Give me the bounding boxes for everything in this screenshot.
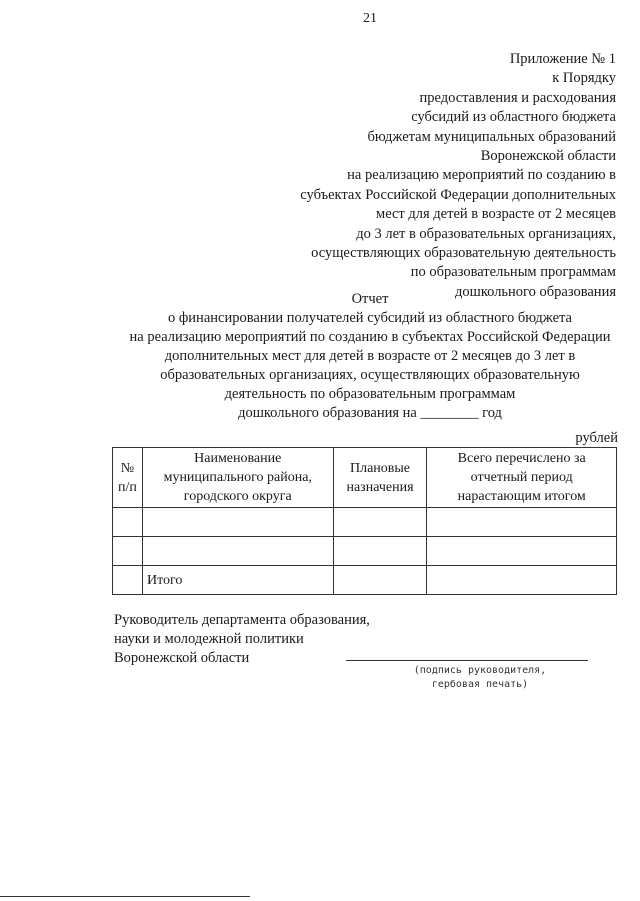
table-cell xyxy=(427,537,617,566)
appendix-line: к Порядку xyxy=(552,70,616,87)
appendix-line: мест для детей в возрасте от 2 месяцев xyxy=(376,206,616,223)
appendix-line: предоставления и расходования xyxy=(419,89,616,106)
signature-line-text: Воронежской области xyxy=(114,650,250,666)
signature-note xyxy=(380,664,580,692)
table-cell xyxy=(427,508,617,537)
column-header-name: Наименование муниципального района, городского округа xyxy=(142,448,333,508)
report-line: образовательных организациях, осуществляющих образовательную xyxy=(160,367,580,383)
table-header-row xyxy=(113,448,617,508)
table-cell xyxy=(333,508,427,537)
report-line: деятельность по образовательным программам xyxy=(224,386,516,402)
appendix-line: бюджетам муниципальных образований xyxy=(367,128,616,145)
appendix-line: по образовательным программам xyxy=(410,264,616,281)
table-cell xyxy=(113,508,143,537)
total-label: Итого xyxy=(142,566,333,595)
currency-label: рублей xyxy=(575,430,618,446)
table-row xyxy=(113,508,617,537)
table-cell xyxy=(427,566,617,595)
report-line: о финансировании получателей субсидий из областного бюджета xyxy=(168,310,572,326)
appendix-header xyxy=(300,50,616,302)
appendix-line: до 3 лет в образовательных организациях, xyxy=(356,225,616,242)
signature-block xyxy=(114,611,370,668)
report-table xyxy=(112,447,617,595)
report-line: на реализацию мероприятий по созданию в субъектах Российской Федерации xyxy=(129,329,611,345)
table-cell xyxy=(113,566,143,595)
table-row xyxy=(113,537,617,566)
appendix-line: осуществляющих образовательную деятельность xyxy=(311,245,616,262)
appendix-line: на реализацию мероприятий по созданию в xyxy=(347,167,616,184)
column-header-planned: Плановые назначения xyxy=(333,448,427,508)
table-cell xyxy=(142,508,333,537)
report-line: дополнительных мест для детей в возрасте от 2 месяцев до 3 лет в xyxy=(164,348,576,364)
appendix-line: Воронежской области xyxy=(480,148,616,165)
report-line: дошкольного образования на ________ год xyxy=(238,405,502,421)
table-cell xyxy=(113,537,143,566)
table-cell xyxy=(333,566,427,595)
appendix-line: субъектах Российской Федерации дополнительных xyxy=(300,186,616,203)
signature-underline xyxy=(346,660,588,661)
report-title: Отчет xyxy=(351,291,389,307)
table-cell xyxy=(333,537,427,566)
signature-note-line: (подпись руководителя, xyxy=(413,665,547,676)
appendix-line: Приложение № 1 xyxy=(509,51,616,67)
appendix-line: субсидий из областного бюджета xyxy=(411,109,616,126)
table-total-row xyxy=(113,566,617,595)
signature-note-line: гербовая печать) xyxy=(431,679,529,690)
table-cell xyxy=(142,537,333,566)
page-number: 21 xyxy=(363,11,377,26)
footnote-separator xyxy=(0,896,250,897)
report-title-block xyxy=(100,290,640,423)
signature-line-text: науки и молодежной политики xyxy=(114,631,304,647)
column-header-transferred: Всего перечислено за отчетный период нарастающим итогом xyxy=(427,448,617,508)
signature-line-text: Руководитель департамента образования, xyxy=(114,612,370,628)
column-header-number: № п/п xyxy=(113,448,143,508)
appendix-line: дошкольного образования xyxy=(455,283,616,300)
